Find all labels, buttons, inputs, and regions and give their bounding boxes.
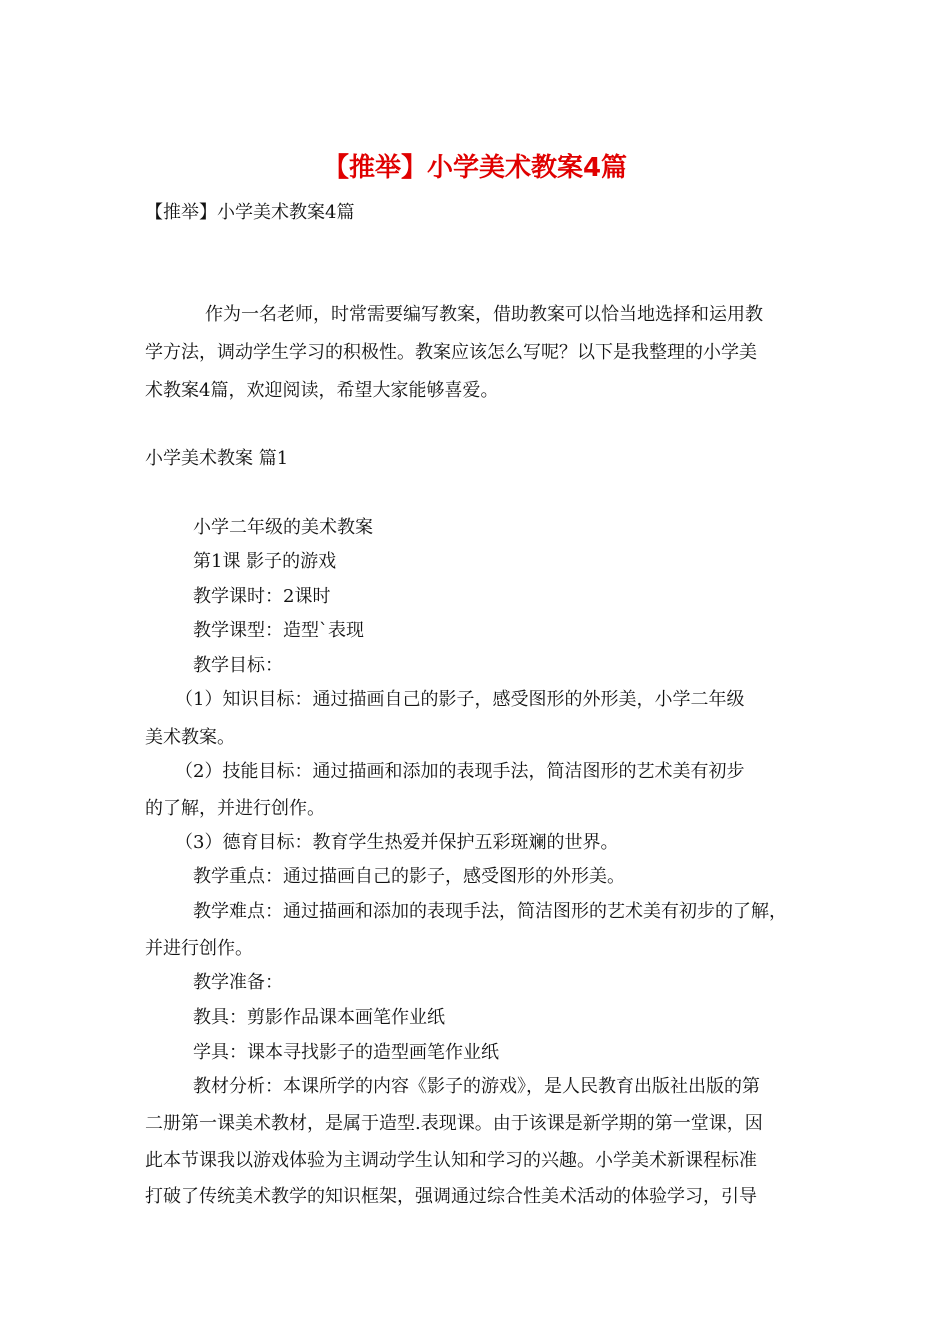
body-line: 第1课 影子的游戏 (193, 551, 337, 572)
body-line: 教材分析：本课所学的内容《影子的游戏》，是人民教育出版社出版的第 (193, 1076, 760, 1097)
body-line: 教学难点：通过描画和添加的表现手法，简洁图形的艺术美有初步的了解， (193, 901, 787, 922)
body-line: （2）技能目标：通过描画和添加的表现手法，简洁图形的艺术美有初步 (175, 761, 745, 782)
body-line: （1）知识目标：通过描画自己的影子，感受图形的外形美，小学二年级 (175, 689, 745, 710)
body-line: 二册第一课美术教材，是属于造型.表现课。由于该课是新学期的第一堂课，因 (145, 1113, 763, 1134)
body-line: 打破了传统美术教学的知识框架，强调通过综合性美术活动的体验学习，引导 (145, 1186, 757, 1207)
body-line: 小学二年级的美术教案 (193, 517, 373, 538)
document-subtitle: 【推举】小学美术教案4篇 (145, 202, 355, 223)
body-line: （3）德育目标：教育学生热爱并保护五彩斑斓的世界。 (175, 832, 619, 853)
document-title: 【推举】小学美术教案4篇 (322, 153, 628, 183)
body-line: 教具：剪影作品课本画笔作业纸 (193, 1007, 445, 1028)
section-heading: 小学美术教案 篇1 (145, 448, 289, 469)
body-line: 并进行创作。 (145, 938, 253, 959)
body-line: 此本节课我以游戏体验为主调动学生认知和学习的兴趣。小学美术新课程标准 (145, 1150, 757, 1171)
body-line: 教学课时：2课时 (193, 586, 331, 607)
intro-line: 学方法，调动学生学习的积极性。教案应该怎么写呢？以下是我整理的小学美 (145, 342, 757, 363)
intro-line: 作为一名老师，时常需要编写教案，借助教案可以恰当地选择和运用教 (205, 304, 763, 325)
intro-line: 术教案4篇，欢迎阅读，希望大家能够喜爱。 (145, 380, 499, 401)
body-line: 教学准备： (193, 972, 283, 993)
body-line: 教学课型：造型`表现 (193, 620, 364, 641)
body-line: 学具：课本寻找影子的造型画笔作业纸 (193, 1042, 499, 1063)
body-line: 教学重点：通过描画自己的影子，感受图形的外形美。 (193, 866, 625, 887)
body-line: 教学目标： (193, 655, 283, 676)
body-line: 的了解，并进行创作。 (145, 798, 325, 819)
body-line: 美术教案。 (145, 727, 235, 748)
